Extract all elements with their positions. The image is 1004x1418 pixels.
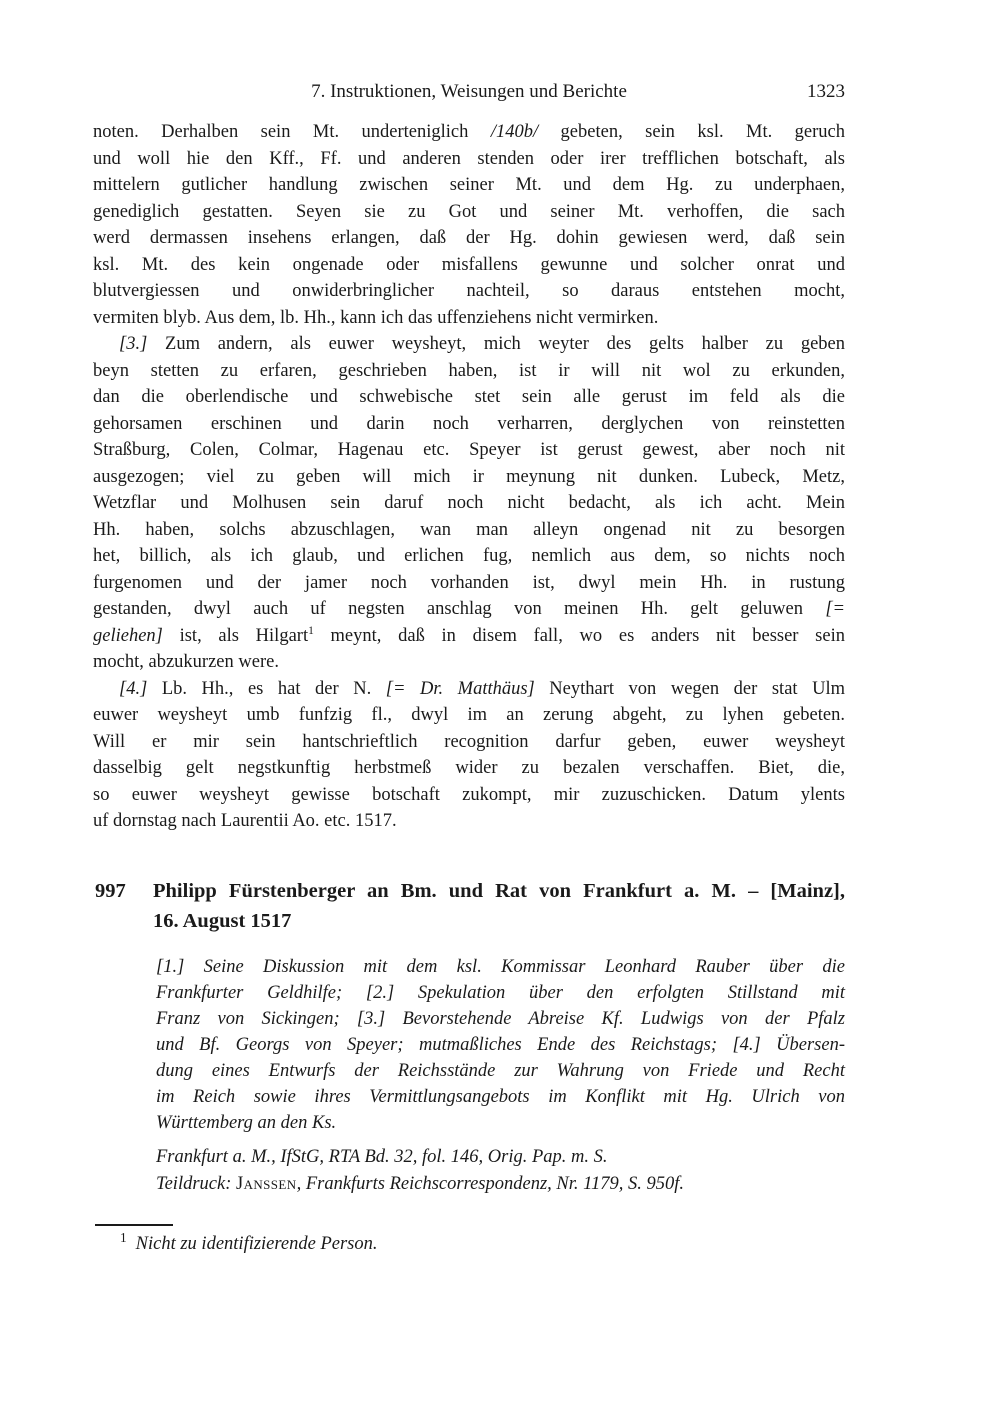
text-line: so euwer weysheyt gewisse botschaft zukompt, mir zuzuschicken. Datum ylents <box>93 784 845 805</box>
text-line: dan die oberlendische und schwebische stet sein alle gerust im feld als die <box>93 387 845 407</box>
entry-number: 997 <box>95 880 126 902</box>
footnote-marker: 1 <box>120 1229 127 1245</box>
text-line: mocht, abzukurzen were. <box>93 652 279 672</box>
text-line: mittelern gutlicher handlung zwischen seiner Mt. und dem Hg. zu underphaen, <box>93 175 845 195</box>
text-line: Franz von Sickingen; [3.] Bevorstehende Abreise Kf. Ludwigs von der Pfalz <box>156 1009 845 1029</box>
text-line: und Bf. Georgs von Speyer; mutmaßliches Ende des Reichstags; [4.] Übersen- <box>156 1035 845 1055</box>
letter-body <box>93 119 845 835</box>
entry-source-citation <box>156 1144 856 1197</box>
text-line: furgenomen und der jamer noch vorhanden ist, dwyl mein Hh. in rustung <box>93 572 845 593</box>
text-line: beyn stetten zu erfaren, geschrieben haben, ist ir will nit wol zu erkunden, <box>93 360 845 381</box>
text-line: Wetzflar und Molhusen sein daruf noch nicht bedacht, als ich acht. Mein <box>93 493 845 513</box>
text-line: ausgezogen; viel zu geben will mich ir meynung nit dunken. Lubeck, Metz, <box>93 466 845 487</box>
text-line: gestanden, dwyl auch uf negsten anschlag von meinen Hh. gelt geluwen [= <box>93 599 845 619</box>
paragraph-continuation <box>93 119 845 331</box>
text-line: noten. Derhalben sein Mt. underteniglich /140b/ gebeten, sein ksl. Mt. geruch <box>93 122 845 142</box>
text-line: Frankfurter Geldhilfe; [2.] Spekulation über den erfolgten Stillstand mit <box>156 983 845 1003</box>
text-line: genediglich gestatten. Seyen sie zu Got und seiner Mt. verhoffen, die sach <box>93 201 845 222</box>
text-line: Teildruck: Janssen, Frankfurts Reichscorrespondenz, Nr. 1179, S. 950f. <box>156 1173 685 1194</box>
entry-title <box>153 876 845 936</box>
text-line: geliehen] ist, als Hilgart$^1$ meynt, daß in disem fall, wo es anders nit besser sein <box>93 624 845 646</box>
text-line: im Reich sowie ihres Vermittlungsangebots im Konflikt mit Hg. Ulrich von <box>156 1087 845 1107</box>
text-line: Hh. haben, solchs abzuschlagen, wan man alleyn ongenad nit zu besorgen <box>93 519 845 540</box>
text-line: 16. August 1517 <box>153 910 292 932</box>
text-line: [1.] Seine Diskussion mit dem ksl. Kommissar Leonhard Rauber über die <box>156 957 845 977</box>
entry-heading <box>95 876 845 936</box>
paragraph-3 <box>93 331 845 676</box>
footnote-text: Nicht zu identifizierende Person. <box>135 1234 378 1254</box>
text-line: uf dornstag nach Laurentii Ao. etc. 1517. <box>93 811 397 831</box>
text-line: gehorsamen erschinen und darin noch verharren, derglychen von reinstetten <box>93 413 845 434</box>
page-number: 1323 <box>807 81 845 102</box>
chapter-title: 7. Instruktionen, Weisungen und Berichte <box>311 81 627 102</box>
text-line: blutvergiessen und onwiderbringlicher nachteil, so daraus entstehen mocht, <box>93 281 845 301</box>
text-line: ksl. Mt. des kein ongenade oder misfallens gewunne und solcher onrat und <box>93 254 845 275</box>
text-line: dung eines Entwurfs der Reichsstände zur Wahrung von Friede und Recht <box>156 1061 845 1081</box>
text-line: [3.] Zum andern, als euwer weysheyt, mich weyter des gelts halber zu geben <box>119 334 845 354</box>
footnote <box>95 1231 845 1257</box>
entry-summary <box>156 954 845 1136</box>
text-line: [4.] Lb. Hh., es hat der N. [= Dr. Matthäus] Neythart von wegen der stat Ulm <box>119 678 845 699</box>
text-line: Philipp Fürstenberger an Bm. und Rat von Frankfurt a. M. – [Mainz], <box>153 880 845 902</box>
text-line: Württemberg an den Ks. <box>156 1113 337 1133</box>
paragraph-4 <box>93 676 845 835</box>
text-line: dasselbig gelt negstkunftig herbstmeß wider zu bezalen verschaffen. Biet, die, <box>93 758 845 778</box>
text-line: het, billich, als ich glaub, und erlichen fug, nemlich aus dem, so nichts noch <box>93 546 845 566</box>
text-line: euwer weysheyt umb funfzig fl., dwyl im an zerung abgeht, zu lyhen gebeten. <box>93 705 845 725</box>
text-line: Straßburg, Colen, Colmar, Hagenau etc. Speyer ist gerust gewest, aber noch nit <box>93 440 845 460</box>
text-line: werd dermassen insehens erlangen, daß der Hg. dohin gewiesen werd, daß sein <box>93 228 845 248</box>
text-line: Frankfurt a. M., IfStG, RTA Bd. 32, fol. 146, Orig. Pap. m. S. <box>156 1147 608 1167</box>
running-header <box>93 81 845 103</box>
text-line: vermiten blyb. Aus dem, lb. Hh., kann ich das uffenziehens nicht vermirken. <box>93 307 659 328</box>
text-line: Will er mir sein hantschrieftlich recognition darfur geben, euwer weysheyt <box>93 731 845 752</box>
text-line: und woll hie den Kff., Ff. und anderen stenden oder irer trefflichen botschaft, als <box>93 148 845 169</box>
footnote-rule <box>95 1224 173 1226</box>
